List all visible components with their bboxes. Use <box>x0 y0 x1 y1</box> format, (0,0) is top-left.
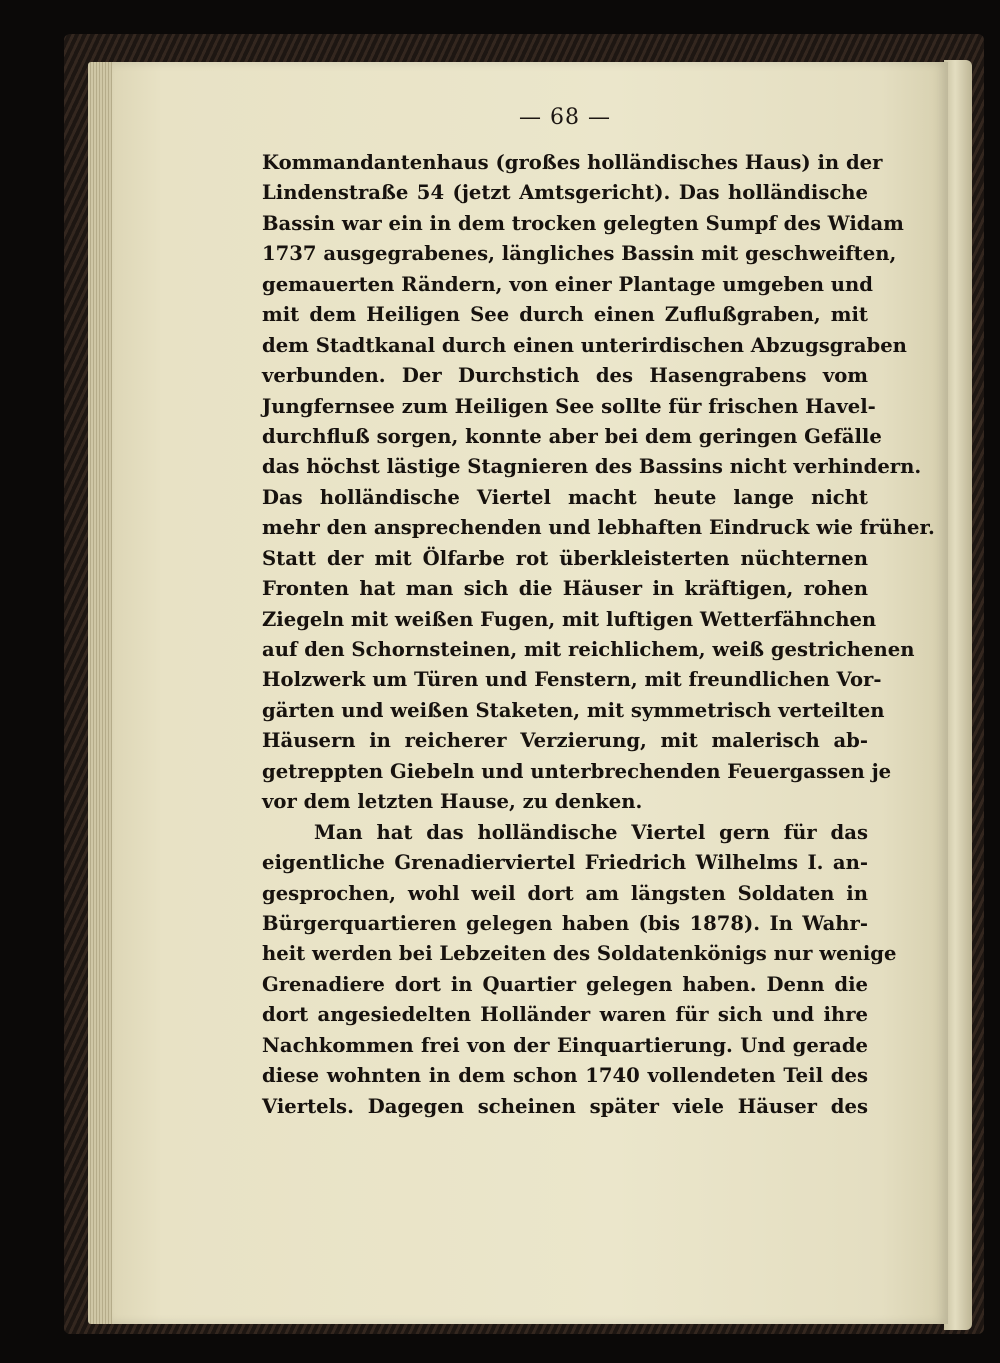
text-line: mit dem Heiligen See durch einen Zuflußgraben, mit <box>262 303 868 327</box>
text-line: dort angesiedelten Holländer waren für sich und ihre <box>262 1003 868 1027</box>
text-line: Viertels. Dagegen scheinen später viele Häuser des <box>262 1094 868 1118</box>
text-line: diese wohnten in dem schon 1740 vollendeten Teil des <box>262 1064 868 1088</box>
text-line: dem Stadtkanal durch einen unterirdischen Abzugsgraben <box>262 333 907 357</box>
text-line: Statt der mit Ölfarbe rot überkleisterten nüchternen <box>262 546 868 570</box>
text-line: gesprochen, wohl weil dort am längsten Soldaten in <box>262 881 868 905</box>
text-line: getreppten Giebeln und unterbrechenden Feuergassen je <box>262 759 892 783</box>
text-line: Bürgerquartieren gelegen haben (bis 1878). In Wahr- <box>262 911 868 935</box>
book-gutter <box>944 60 972 1330</box>
text-line: Lindenstraße 54 (jetzt Amtsgericht). Das holländische <box>262 181 868 205</box>
text-line: Häusern in reicherer Verzierung, mit malerisch ab- <box>262 729 868 753</box>
text-line: gemauerten Rändern, von einer Plantage umgeben und <box>262 272 873 296</box>
text-line: Man hat das holländische Viertel gern für das <box>314 820 868 844</box>
text-line: Holzwerk um Türen und Fenstern, mit freundlichen Vor- <box>262 668 882 692</box>
text-line: eigentliche Grenadierviertel Friedrich Wilhelms I. an- <box>262 851 868 875</box>
text-line: Ziegeln mit weißen Fugen, mit luftigen Wetterfähnchen <box>262 607 877 631</box>
text-line: gärten und weißen Staketen, mit symmetrisch verteilten <box>262 698 885 722</box>
text-line: Bassin war ein in dem trocken gelegten Sumpf des Widam <box>262 211 904 235</box>
text-line: 1737 ausgegrabenes, längliches Bassin mit geschweiften, <box>262 242 897 266</box>
text-line: Das holländische Viertel macht heute lange nicht <box>262 485 868 509</box>
text-line: heit werden bei Lebzeiten des Soldatenkönigs nur wenige <box>262 942 897 966</box>
text-line: mehr den ansprechenden und lebhaften Eindruck wie früher. <box>262 516 935 540</box>
text-line: Nachkommen frei von der Einquartierung. Und gerade <box>262 1033 868 1057</box>
text-line: das höchst lästige Stagnieren des Bassins nicht verhindern. <box>262 455 922 479</box>
text-line: Fronten hat man sich die Häuser in kräftigen, rohen <box>262 577 868 601</box>
text-line: Grenadiere dort in Quartier gelegen haben. Denn die <box>262 972 868 996</box>
text-line: vor dem letzten Hause, zu denken. <box>262 790 643 814</box>
text-line: auf den Schornsteinen, mit reichlichem, weiß gestrichenen <box>262 638 915 661</box>
text-line: durchfluß sorgen, konnte aber bei dem geringen Gefälle <box>262 424 882 448</box>
page-number: — 68 — <box>519 105 611 130</box>
text-line: Kommandantenhaus (großes holländisches Haus) in der <box>262 151 883 174</box>
text-line: verbunden. Der Durchstich des Hasengrabens vom <box>262 364 868 388</box>
text-line: Jungfernsee zum Heiligen See sollte für frischen Havel- <box>262 394 876 418</box>
body-text <box>262 148 935 1122</box>
